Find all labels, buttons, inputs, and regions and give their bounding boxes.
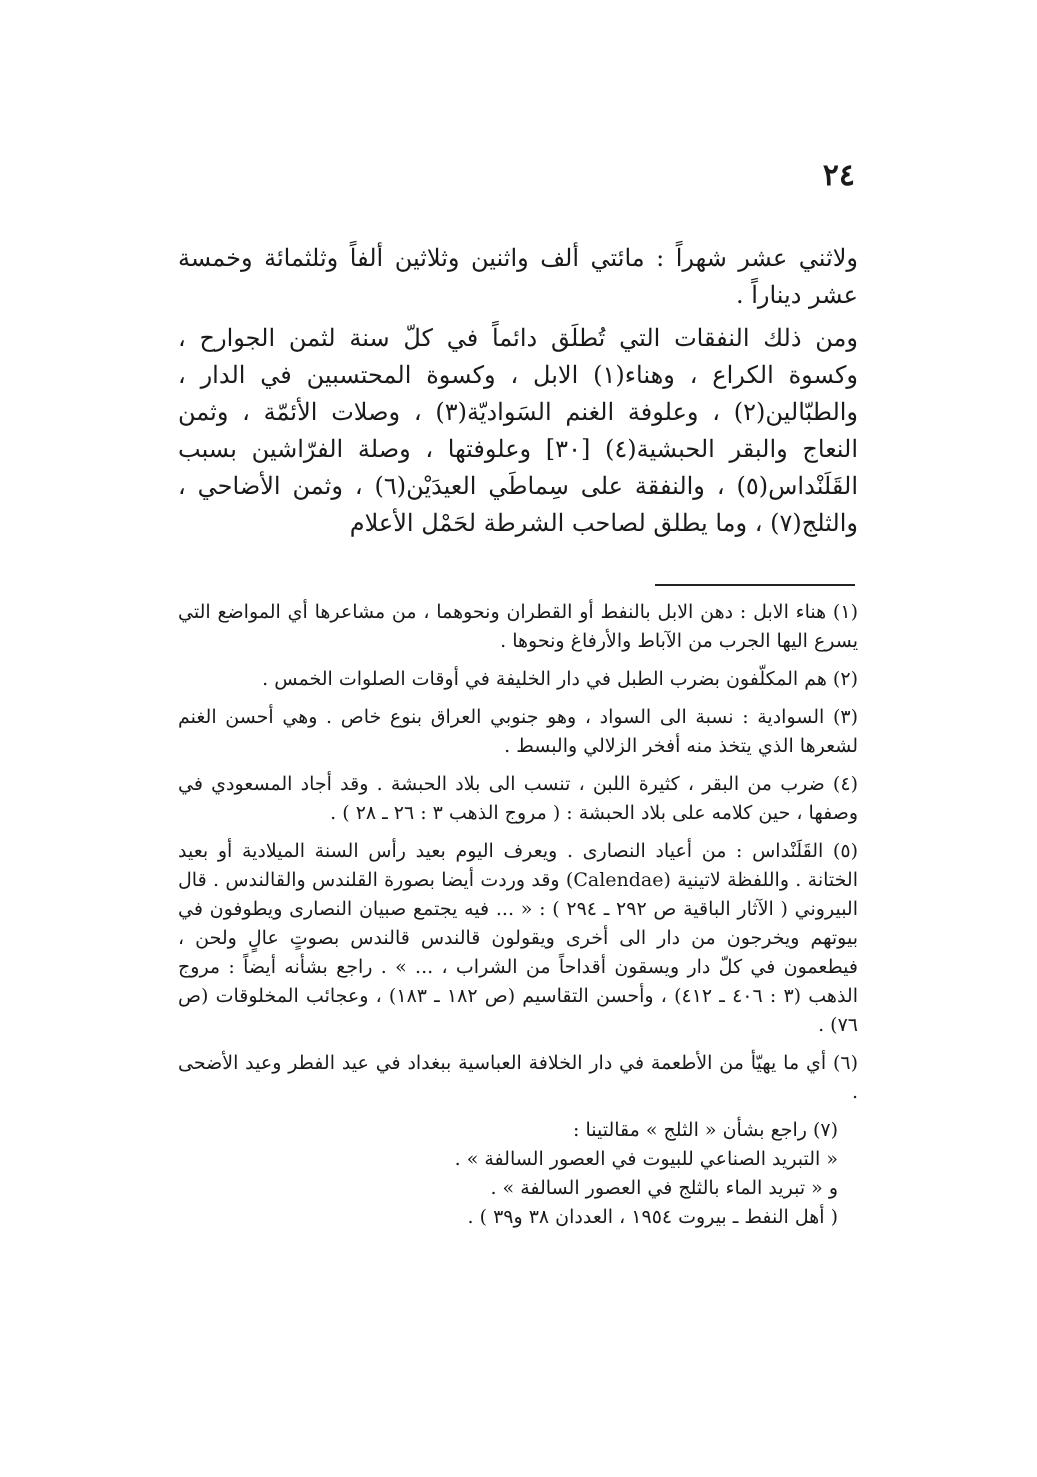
main-paragraph-2: ومن ذلك النفقات التي تُطلَق دائماً في كلّ سنة لثمن الجوارح ، وكسوة الكراع ، وهناء(١) الابل ، وكسوة المحتسبين في الدار ، والطبّالين(٢) ، وعلوفة الغنم السَواديّة(٣) ، وصلات الأئمّة ، وثمن النعاج والبقر الحبشية(٤) [٣٠] وعلوفتها ، وصلة الفرّاشين بسبب القَلَنْداس(٥) ، والنفقة على سِماطَي العيدَيْن(٦) ، وثمن الأضاحي ، والثلج(٧) ، وما يطلق لصاحب الشرطة لحَمْل الأعلام [178, 324, 859, 537]
footnote-separator [655, 584, 855, 586]
footnote-7 [178, 1116, 858, 1232]
page-number: ٢٤ [822, 158, 855, 193]
footnote-5: (٥) القَلَنْداس : من أعياد النصارى . ويعرف اليوم بعيد رأس السنة الميلادية أو بعيد الختانة . واللفظة لاتينية (Calendae) وقد وردت أيضا بصورة القلندس والقالندس . قال البيروني ( الآثار الباقية ص ٢٩٢ ـ ٢٩٤ ) : « ... فيه يجتمع صبيان النصارى ويطوفون في بيوتهم ويخرجون من دار الى أخرى ويقولون قالندس قالندس بصوتٍ عالٍ ولحن ، فيطعمون في كلّ دار ويسقون أقداحاً من الشراب ، ... » . راجع بشأنه أيضاً : مروج الذهب (٣ : ٤٠٦ ـ ٤١٢) ، وأحسن التقاسيم (ص ١٨٢ ـ ١٨٣) ، وعجائب المخلوقات (ص ٧٦) . [178, 840, 859, 1036]
footnote-6: (٦) أي ما يهيّأ من الأطعمة في دار الخلافة العباسية ببغداد في عيد الفطر وعيد الأضحى . [178, 1052, 859, 1103]
footnote-3: (٣) السوادية : نسبة الى السواد ، وهو جنوبي العراق بنوع خاص . وهي أحسن الغنم لشعرها الذي يتخذ منه أفخر الزلالي والبسط . [178, 706, 858, 757]
footnotes [178, 598, 858, 1241]
footnote-1: (١) هناء الابل : دهن الابل بالنفط أو القطران ونحوهما ، من مشاعرها أي المواضع التي يسرع اليها الجرب من الآباط والأرفاغ ونحوها . [178, 601, 858, 652]
footnote-4: (٤) ضرب من البقر ، كثيرة اللبن ، تنسب الى بلاد الحبشة . وقد أجاد المسعودي في وصفها ، حين كلامه على بلاد الحبشة : ( مروج الذهب ٣ : ٢٦ ـ ٢٨ ) . [178, 773, 858, 824]
footnote-7-line-3: و « تبريد الماء بالثلج في العصور السالفة » . [490, 1177, 838, 1199]
main-text [178, 240, 858, 542]
footnote-7-line-4: ( أهل النفط ـ بيروت ١٩٥٤ ، العددان ٣٨ و٣٩ ) . [467, 1206, 838, 1228]
main-paragraph-1: ولاثني عشر شهراً : مائتي ألف واثنين وثلاثين ألفاً وثلثمائة وخمسة عشر ديناراً . [178, 244, 858, 309]
footnote-7-line-1: (٧) راجع بشأن « الثلج » مقالتينا : [573, 1119, 838, 1141]
footnote-7-line-2: « التبريد الصناعي للبيوت في العصور السالفة » . [454, 1148, 838, 1170]
footnote-2: (٢) هم المكلّفون بضرب الطبل في دار الخليفة في أوقات الصلوات الخمس . [262, 668, 858, 690]
